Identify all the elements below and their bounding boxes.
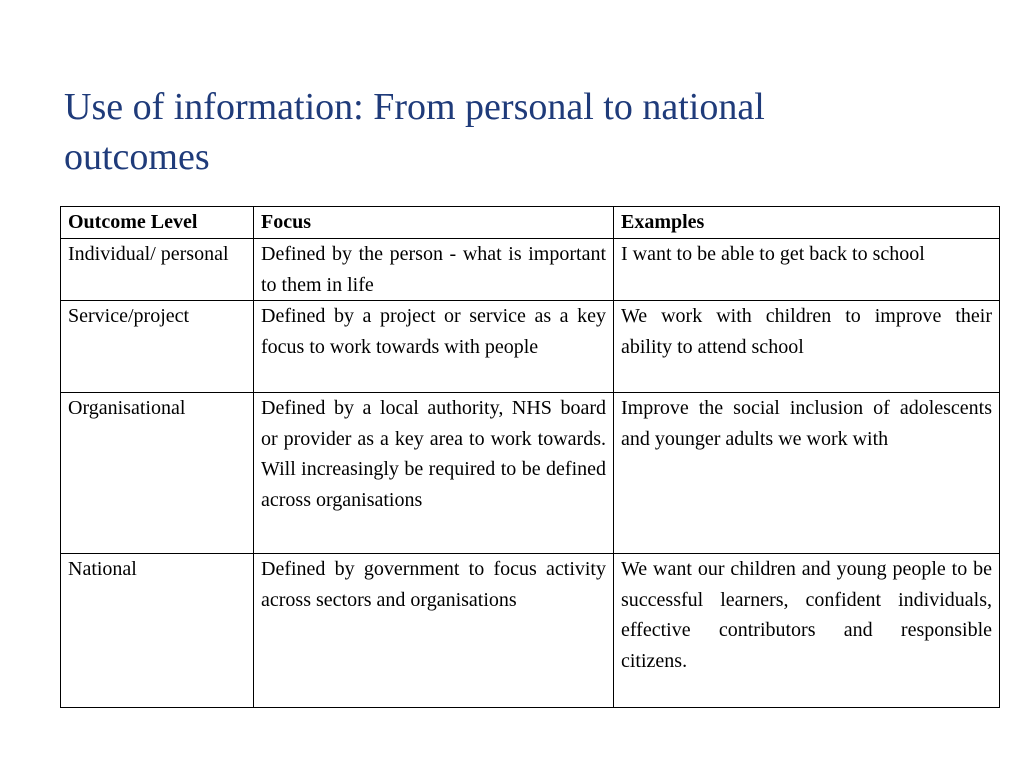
table-row xyxy=(61,239,1000,301)
header-examples: Examples xyxy=(614,207,1000,239)
outcomes-table xyxy=(60,206,1000,708)
outcome-level-cell: Individual/ personal xyxy=(61,239,254,301)
slide-title: Use of information: From personal to national outcomes xyxy=(64,86,765,178)
example-cell: We work with children to improve their ability to attend school xyxy=(614,301,1000,393)
focus-cell: Defined by a project or service as a key focus to work towards with people xyxy=(254,301,614,393)
header-focus: Focus xyxy=(254,207,614,239)
table-row xyxy=(61,301,1000,393)
table-row xyxy=(61,393,1000,554)
table-row xyxy=(61,554,1000,708)
focus-cell: Defined by a local authority, NHS board or provider as a key area to work towards. Will increasingly be required to be defined across organisations xyxy=(254,393,614,554)
outcome-level-cell: Service/project xyxy=(61,301,254,393)
header-outcome-level: Outcome Level xyxy=(61,207,254,239)
example-cell: We want our children and young people to be successful learners, confident individuals, effective contributors and responsible citizens. xyxy=(614,554,1000,708)
focus-cell: Defined by government to focus activity across sectors and organisations xyxy=(254,554,614,708)
outcome-level-cell: Organisational xyxy=(61,393,254,554)
example-cell: I want to be able to get back to school xyxy=(614,239,1000,301)
example-cell: Improve the social inclusion of adolescents and younger adults we work with xyxy=(614,393,1000,554)
table-header-row xyxy=(61,207,1000,239)
outcome-level-cell: National xyxy=(61,554,254,708)
focus-cell: Defined by the person - what is important to them in life xyxy=(254,239,614,301)
